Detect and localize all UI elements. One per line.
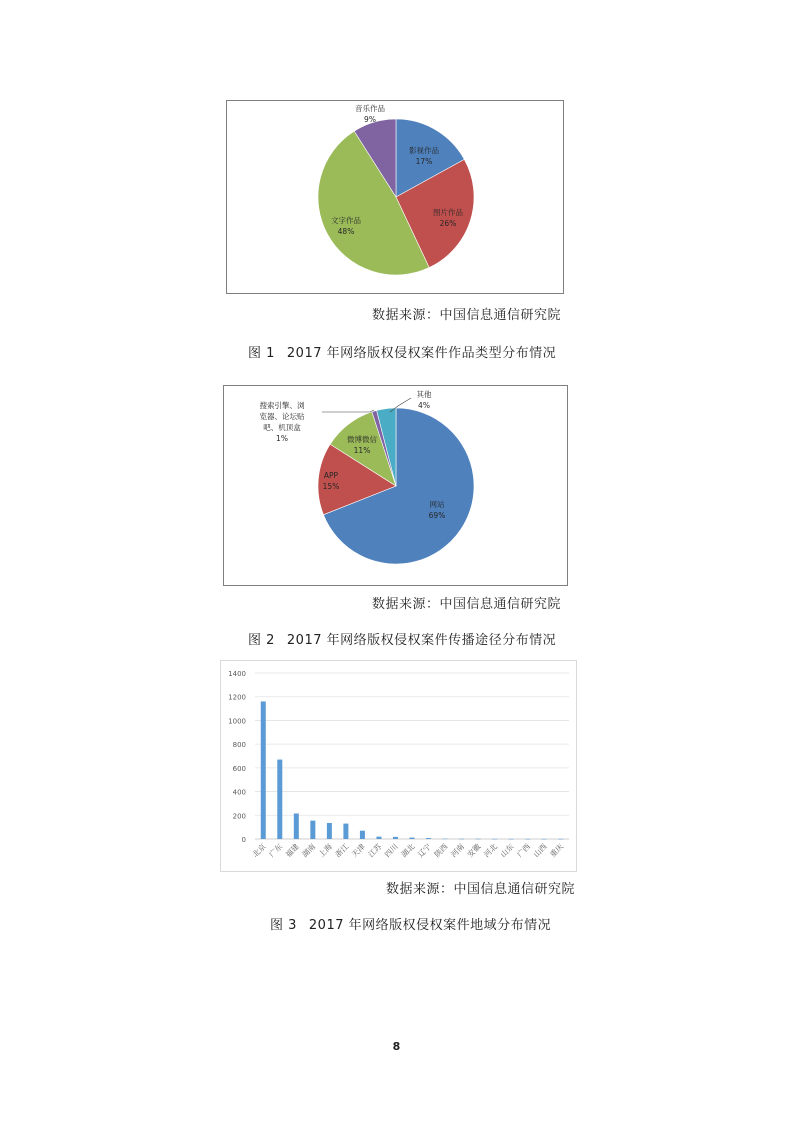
x-tick-label: 天津 [349, 842, 367, 860]
bar [393, 837, 398, 839]
figure-2-source: 数据来源：中国信息通信研究院 [372, 597, 562, 612]
bar-chart-regions [221, 661, 578, 873]
x-tick-label: 湖北 [399, 842, 417, 860]
y-tick-label: 1000 [228, 717, 246, 726]
slice-value-label: 69% [428, 511, 446, 520]
bar [542, 839, 547, 840]
page-number: 8 [392, 1040, 401, 1053]
bar [360, 831, 365, 839]
x-tick-label: 重庆 [548, 842, 566, 860]
x-tick-label: 山东 [498, 842, 516, 860]
bar [492, 839, 497, 840]
x-tick-label: 河北 [482, 842, 500, 860]
leader-line [322, 410, 374, 412]
bar [525, 839, 530, 840]
slice-label-text: 览器、论坛贴 [259, 412, 305, 421]
bar [261, 701, 266, 839]
figure-3-source: 数据来源：中国信息通信研究院 [386, 882, 576, 897]
slice-label-text: 文字作品 [331, 216, 361, 225]
slice-value-label: 15% [322, 482, 340, 491]
bar [294, 814, 299, 839]
bar [343, 824, 348, 839]
figure-3-number: 图 3 [270, 918, 297, 933]
slice-label-text: 网站 [429, 500, 445, 509]
figure-2-title: 2017 年网络版权侵权案件传播途径分布情况 [286, 633, 557, 648]
x-tick-label: 福建 [283, 842, 301, 860]
pie-chart-channels [224, 386, 569, 587]
bar [327, 823, 332, 839]
slice-label-text: 图片作品 [433, 208, 463, 217]
bar [558, 839, 563, 840]
slice-label-text: 吧、机顶盒 [263, 423, 301, 432]
bar [443, 839, 448, 840]
bar [459, 839, 464, 840]
slice-value-label: 26% [439, 219, 457, 228]
y-tick-label: 200 [232, 812, 246, 821]
figure-1-title: 2017 年网络版权侵权案件作品类型分布情况 [286, 346, 557, 361]
bar [277, 760, 282, 839]
slice-label-text: 搜索引擎、浏 [259, 401, 305, 410]
x-tick-label: 广东 [267, 842, 285, 860]
figure-1-caption [248, 342, 556, 361]
y-tick-label: 1200 [228, 693, 246, 702]
slice-label-text: 音乐作品 [355, 104, 385, 113]
bar [376, 837, 381, 839]
bar [476, 839, 481, 840]
figure-3-title: 2017 年网络版权侵权案件地域分布情况 [308, 918, 552, 933]
slice-label [260, 400, 305, 443]
x-tick-label: 北京 [250, 842, 268, 860]
slice-label-text: 微博微信 [347, 435, 377, 444]
x-tick-label: 湖南 [300, 842, 318, 860]
slice-value-label: 11% [353, 446, 371, 455]
y-tick-label: 800 [232, 741, 246, 750]
slice-value-label: 9% [364, 115, 376, 124]
slice-value-label: 48% [337, 227, 355, 236]
y-tick-label: 1400 [228, 670, 246, 678]
x-tick-label: 广西 [515, 842, 533, 860]
figure-2-chart [223, 385, 568, 586]
figure-1-chart [226, 100, 564, 294]
x-tick-label: 江苏 [366, 842, 384, 860]
figure-2-caption [248, 629, 556, 648]
figure-1-source: 数据来源：中国信息通信研究院 [372, 308, 562, 323]
figure-3-caption [270, 914, 551, 933]
x-tick-label: 辽宁 [415, 842, 433, 860]
bar [509, 839, 514, 840]
y-tick-label: 600 [232, 764, 246, 773]
slice-label-text: 其他 [416, 390, 432, 399]
bar [310, 821, 315, 839]
slice-label [417, 389, 432, 410]
x-tick-label: 四川 [382, 842, 400, 860]
bar [410, 838, 415, 839]
x-tick-label: 陕西 [432, 842, 450, 860]
y-tick-label: 0 [241, 836, 246, 844]
bar [426, 838, 431, 839]
x-tick-label: 山西 [531, 842, 549, 860]
y-tick-label: 400 [232, 788, 246, 797]
x-tick-label: 上海 [316, 842, 334, 860]
slice-value-label: 17% [415, 157, 433, 166]
x-tick-label: 浙江 [333, 842, 351, 860]
slice-label-text: APP [323, 471, 339, 480]
slice-value-label: 4% [418, 401, 430, 410]
x-tick-label: 河南 [449, 842, 466, 860]
figure-1-number: 图 1 [248, 346, 275, 361]
figure-3-chart [220, 660, 577, 872]
slice-value-label: 1% [276, 434, 288, 443]
figure-2-number: 图 2 [248, 633, 275, 648]
slice-label-text: 影视作品 [409, 146, 439, 155]
pie-chart-work-types [227, 101, 565, 295]
x-tick-label: 安徽 [465, 842, 483, 860]
